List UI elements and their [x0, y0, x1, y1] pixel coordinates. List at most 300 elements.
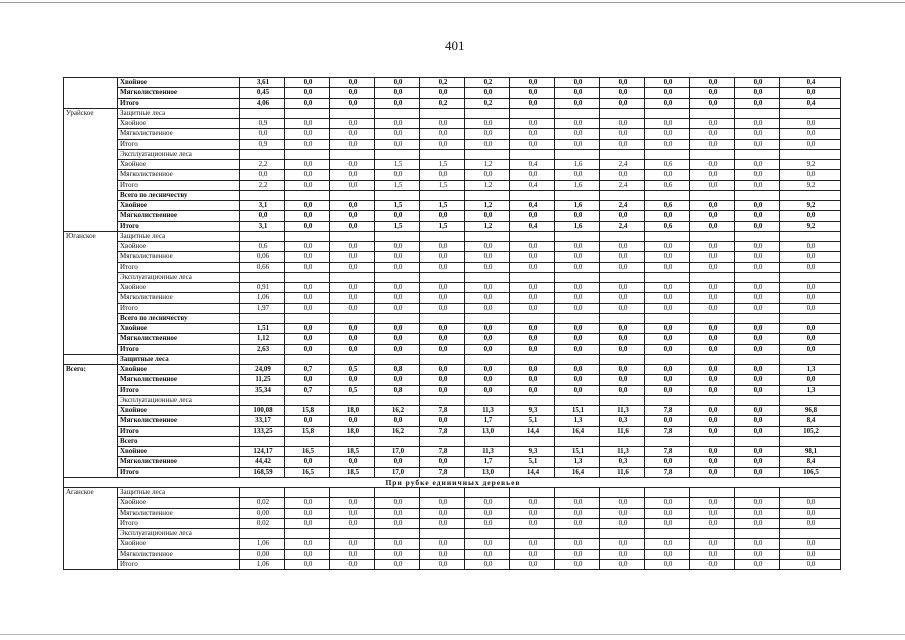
value-cell: 15,1 — [555, 406, 600, 416]
value-cell: 0,0 — [375, 98, 420, 108]
value-cell: 0,0 — [285, 303, 330, 313]
value-cell: 0,0 — [420, 211, 465, 221]
species-label: Мягколиственное — [118, 88, 240, 98]
category-header: Защитные леса — [118, 488, 240, 498]
value-cell: 11,6 — [600, 467, 645, 477]
value-cell: 7,8 — [420, 406, 465, 416]
value-cell: 0,0 — [285, 457, 330, 467]
region-cell — [64, 406, 118, 416]
value-cell: 0,0 — [330, 344, 375, 354]
category-header: Эксплуатационные леса — [118, 149, 240, 159]
value-cell: 0,7 — [285, 365, 330, 375]
value-cell: 0,0 — [420, 385, 465, 395]
value-cell: 0,0 — [780, 139, 841, 149]
value-cell: 0,0 — [285, 98, 330, 108]
value-cell — [465, 488, 510, 498]
table-row — [64, 416, 841, 426]
value-cell: 0,0 — [555, 375, 600, 385]
value-cell: 0,0 — [690, 129, 735, 139]
value-cell: 0,0 — [645, 559, 690, 569]
value-cell: 0,0 — [600, 539, 645, 549]
value-cell: 0,0 — [735, 549, 780, 559]
region-cell: Урайское — [64, 108, 118, 118]
value-cell: 0,0 — [465, 559, 510, 569]
value-cell: 0,0 — [330, 242, 375, 252]
value-cell — [510, 529, 555, 539]
value-cell: 18,5 — [330, 467, 375, 477]
value-cell — [555, 190, 600, 200]
table-row — [64, 201, 841, 211]
value-cell: 0,0 — [375, 559, 420, 569]
value-cell: 0,5 — [330, 385, 375, 395]
value-cell: 0,0 — [645, 549, 690, 559]
table-row — [64, 170, 841, 180]
category-header: Защитные леса — [118, 231, 240, 241]
value-cell — [465, 272, 510, 282]
value-cell: 0,0 — [375, 78, 420, 88]
value-cell: 0,0 — [690, 221, 735, 231]
value-cell: 1,6 — [555, 180, 600, 190]
region-cell — [64, 416, 118, 426]
value-cell: 0,0 — [690, 518, 735, 528]
value-cell: 0,0 — [375, 539, 420, 549]
value-cell — [240, 529, 285, 539]
value-cell: 0,0 — [690, 385, 735, 395]
value-cell: 0,0 — [735, 457, 780, 467]
value-cell: 5,1 — [510, 457, 555, 467]
value-cell — [600, 108, 645, 118]
table-row — [64, 139, 841, 149]
value-cell — [645, 436, 690, 446]
species-label: Итого — [118, 559, 240, 569]
value-cell: 0,0 — [330, 375, 375, 385]
table-row — [64, 539, 841, 549]
value-cell — [780, 529, 841, 539]
value-cell: 9,3 — [510, 447, 555, 457]
value-cell — [600, 529, 645, 539]
value-cell — [240, 436, 285, 446]
value-cell: 0,0 — [420, 242, 465, 252]
value-cell — [330, 395, 375, 405]
value-cell: 0,0 — [645, 170, 690, 180]
value-cell: 0,0 — [510, 98, 555, 108]
value-cell: 0,0 — [690, 88, 735, 98]
value-cell — [780, 395, 841, 405]
table-row — [64, 283, 841, 293]
value-cell: 0,0 — [465, 88, 510, 98]
value-cell — [555, 149, 600, 159]
value-cell — [510, 395, 555, 405]
value-cell: 0,0 — [690, 426, 735, 436]
value-cell — [510, 108, 555, 118]
value-cell: 0,0 — [690, 498, 735, 508]
value-cell: 0,0 — [465, 549, 510, 559]
value-cell — [240, 272, 285, 282]
value-cell: 0,0 — [600, 88, 645, 98]
value-cell: 0,0 — [465, 324, 510, 334]
value-cell: 0,0 — [600, 129, 645, 139]
region-cell — [64, 539, 118, 549]
value-cell — [510, 231, 555, 241]
value-cell: 0,0 — [690, 160, 735, 170]
value-cell: 14,4 — [510, 426, 555, 436]
value-cell — [600, 354, 645, 364]
value-cell: 0,0 — [510, 170, 555, 180]
value-cell: 0,0 — [285, 498, 330, 508]
value-cell: 0,0 — [420, 262, 465, 272]
value-cell: 0,0 — [510, 262, 555, 272]
species-label: Мягколиственное — [118, 457, 240, 467]
value-cell: 44,42 — [240, 457, 285, 467]
value-cell: 0,0 — [330, 119, 375, 129]
value-cell: 1,51 — [240, 324, 285, 334]
value-cell: 0,0 — [645, 262, 690, 272]
value-cell — [645, 231, 690, 241]
value-cell: 1,2 — [465, 180, 510, 190]
value-cell: 1,2 — [465, 221, 510, 231]
region-cell — [64, 344, 118, 354]
value-cell: 1,2 — [465, 160, 510, 170]
value-cell: 0,0 — [600, 385, 645, 395]
value-cell — [600, 436, 645, 446]
value-cell: 0,0 — [690, 344, 735, 354]
value-cell: 0,0 — [465, 539, 510, 549]
value-cell: 0,0 — [645, 293, 690, 303]
value-cell: 0,0 — [330, 498, 375, 508]
region-cell — [64, 467, 118, 477]
value-cell: 0,0 — [735, 426, 780, 436]
value-cell: 0,0 — [510, 385, 555, 395]
value-cell: 168,59 — [240, 467, 285, 477]
value-cell: 0,0 — [690, 283, 735, 293]
value-cell — [420, 149, 465, 159]
value-cell: 0,0 — [645, 385, 690, 395]
value-cell: 2,4 — [600, 201, 645, 211]
species-label: Мягколиственное — [118, 293, 240, 303]
value-cell: 0,0 — [690, 447, 735, 457]
table-row — [64, 180, 841, 190]
value-cell: 0,0 — [555, 559, 600, 569]
value-cell: 96,8 — [780, 406, 841, 416]
value-cell — [465, 149, 510, 159]
value-cell: 2,4 — [600, 180, 645, 190]
value-cell — [510, 488, 555, 498]
value-cell: 0,0 — [330, 180, 375, 190]
value-cell: 0,0 — [780, 344, 841, 354]
value-cell — [375, 354, 420, 364]
value-cell — [465, 190, 510, 200]
region-cell — [64, 313, 118, 323]
value-cell: 0,0 — [735, 539, 780, 549]
table-row — [64, 365, 841, 375]
value-cell: 0,0 — [375, 139, 420, 149]
value-cell: 0,0 — [375, 242, 420, 252]
value-cell — [375, 231, 420, 241]
value-cell: 0,0 — [285, 293, 330, 303]
value-cell — [690, 354, 735, 364]
value-cell: 0,0 — [600, 252, 645, 262]
value-cell: 0,00 — [240, 508, 285, 518]
value-cell — [375, 436, 420, 446]
region-cell — [64, 324, 118, 334]
value-cell: 0,0 — [735, 324, 780, 334]
value-cell: 0,0 — [645, 78, 690, 88]
value-cell: 0,0 — [555, 385, 600, 395]
value-cell: 0,0 — [420, 303, 465, 313]
value-cell: 0,0 — [735, 498, 780, 508]
value-cell: 0,0 — [555, 303, 600, 313]
value-cell: 0,0 — [420, 549, 465, 559]
value-cell — [735, 488, 780, 498]
value-cell: 0,4 — [780, 78, 841, 88]
table-row — [64, 211, 841, 221]
value-cell — [690, 395, 735, 405]
table-row — [64, 406, 841, 416]
value-cell — [690, 488, 735, 498]
value-cell: 0,3 — [600, 457, 645, 467]
value-cell — [420, 190, 465, 200]
value-cell — [780, 108, 841, 118]
value-cell: 9,3 — [510, 406, 555, 416]
table-row — [64, 252, 841, 262]
species-label: Мягколиственное — [118, 508, 240, 518]
value-cell — [510, 436, 555, 446]
value-cell: 0,0 — [780, 539, 841, 549]
value-cell — [555, 231, 600, 241]
species-label: Хвойное — [118, 539, 240, 549]
value-cell: 1,5 — [420, 180, 465, 190]
species-label: Хвойное — [118, 498, 240, 508]
value-cell: 0,0 — [690, 139, 735, 149]
value-cell: 0,0 — [735, 303, 780, 313]
value-cell: 0,0 — [690, 170, 735, 180]
value-cell: 0,0 — [735, 334, 780, 344]
region-cell — [64, 293, 118, 303]
species-label: Хвойное — [118, 447, 240, 457]
value-cell: 0,0 — [555, 129, 600, 139]
value-cell: 0,0 — [780, 119, 841, 129]
value-cell: 8,4 — [780, 457, 841, 467]
value-cell: 0,0 — [510, 324, 555, 334]
value-cell: 0,0 — [285, 129, 330, 139]
value-cell: 0,06 — [240, 252, 285, 262]
value-cell: 0,0 — [735, 78, 780, 88]
value-cell: 0,0 — [375, 211, 420, 221]
value-cell: 0,0 — [330, 283, 375, 293]
value-cell: 1,7 — [465, 457, 510, 467]
value-cell: 0,0 — [690, 303, 735, 313]
category-header: Всего по лесничеству — [118, 190, 240, 200]
value-cell — [735, 436, 780, 446]
table-row — [64, 395, 841, 405]
value-cell: 0,0 — [330, 221, 375, 231]
value-cell: 1,5 — [420, 201, 465, 211]
value-cell — [780, 354, 841, 364]
value-cell: 0,0 — [375, 508, 420, 518]
value-cell: 2,2 — [240, 160, 285, 170]
value-cell — [555, 436, 600, 446]
value-cell — [465, 395, 510, 405]
value-cell: 0,0 — [285, 559, 330, 569]
value-cell: 0,2 — [465, 98, 510, 108]
value-cell: 0,0 — [735, 283, 780, 293]
value-cell — [780, 488, 841, 498]
table-row — [64, 98, 841, 108]
value-cell: 0,0 — [285, 324, 330, 334]
species-label: Мягколиственное — [118, 416, 240, 426]
value-cell — [240, 488, 285, 498]
value-cell — [285, 529, 330, 539]
region-cell — [64, 190, 118, 200]
value-cell: 0,0 — [285, 539, 330, 549]
value-cell: 0,0 — [285, 283, 330, 293]
value-cell: 0,0 — [510, 242, 555, 252]
value-cell — [510, 149, 555, 159]
value-cell: 0,0 — [735, 242, 780, 252]
value-cell — [690, 190, 735, 200]
value-cell — [735, 272, 780, 282]
value-cell — [285, 488, 330, 498]
region-cell: Аганское — [64, 488, 118, 498]
table-row — [64, 119, 841, 129]
value-cell — [600, 272, 645, 282]
value-cell: 0,4 — [780, 98, 841, 108]
value-cell: 0,0 — [420, 129, 465, 139]
value-cell: 0,0 — [285, 416, 330, 426]
value-cell: 0,0 — [420, 334, 465, 344]
value-cell: 0,2 — [420, 98, 465, 108]
value-cell: 15,8 — [285, 406, 330, 416]
value-cell: 0,0 — [555, 283, 600, 293]
value-cell — [555, 395, 600, 405]
species-label: Мягколиственное — [118, 129, 240, 139]
value-cell — [690, 313, 735, 323]
value-cell: 0,0 — [780, 498, 841, 508]
value-cell: 0,0 — [600, 98, 645, 108]
table-row — [64, 242, 841, 252]
value-cell: 2,2 — [240, 180, 285, 190]
value-cell: 18,0 — [330, 406, 375, 416]
region-cell — [64, 201, 118, 211]
value-cell: 0,0 — [465, 170, 510, 180]
value-cell — [735, 149, 780, 159]
value-cell: 0,0 — [375, 498, 420, 508]
region-cell — [64, 272, 118, 282]
value-cell: 0,0 — [555, 242, 600, 252]
value-cell: 0,0 — [330, 201, 375, 211]
value-cell — [645, 108, 690, 118]
value-cell: 0,0 — [555, 78, 600, 88]
table-row — [64, 529, 841, 539]
value-cell — [420, 272, 465, 282]
value-cell — [285, 395, 330, 405]
value-cell — [465, 354, 510, 364]
value-cell: 0,0 — [465, 498, 510, 508]
value-cell: 0,0 — [465, 119, 510, 129]
region-cell — [64, 385, 118, 395]
value-cell: 3,1 — [240, 201, 285, 211]
value-cell — [465, 529, 510, 539]
value-cell: 0,0 — [600, 498, 645, 508]
table-row — [64, 457, 841, 467]
value-cell — [330, 272, 375, 282]
region-cell — [64, 283, 118, 293]
value-cell: 0,0 — [420, 293, 465, 303]
value-cell — [330, 313, 375, 323]
species-label: Хвойное — [118, 242, 240, 252]
value-cell: 0,0 — [645, 119, 690, 129]
value-cell: 0,00 — [240, 549, 285, 559]
region-cell — [64, 180, 118, 190]
value-cell: 0,0 — [285, 252, 330, 262]
value-cell: 0,0 — [780, 262, 841, 272]
value-cell: 0,0 — [645, 416, 690, 426]
value-cell: 0,0 — [510, 211, 555, 221]
value-cell: 0,0 — [510, 88, 555, 98]
value-cell — [645, 149, 690, 159]
value-cell: 0,0 — [780, 211, 841, 221]
value-cell: 1,5 — [420, 221, 465, 231]
value-cell: 16,2 — [375, 406, 420, 416]
value-cell: 0,0 — [690, 416, 735, 426]
value-cell — [600, 149, 645, 159]
value-cell — [465, 436, 510, 446]
species-label: Хвойное — [118, 160, 240, 170]
value-cell: 0,0 — [735, 139, 780, 149]
value-cell: 0,0 — [555, 252, 600, 262]
value-cell: 124,17 — [240, 447, 285, 457]
value-cell: 0,0 — [510, 129, 555, 139]
value-cell: 0,0 — [600, 303, 645, 313]
value-cell: 11,25 — [240, 375, 285, 385]
value-cell: 0,9 — [240, 119, 285, 129]
value-cell: 0,0 — [735, 221, 780, 231]
value-cell: 0,4 — [510, 160, 555, 170]
species-label: Хвойное — [118, 78, 240, 88]
value-cell — [420, 108, 465, 118]
value-cell: 0,0 — [555, 539, 600, 549]
value-cell: 0,0 — [510, 498, 555, 508]
value-cell: 0,0 — [555, 549, 600, 559]
value-cell — [285, 436, 330, 446]
region-cell — [64, 139, 118, 149]
value-cell: 7,8 — [420, 467, 465, 477]
value-cell: 7,8 — [645, 467, 690, 477]
region-cell — [64, 221, 118, 231]
value-cell: 0,0 — [555, 508, 600, 518]
value-cell: 0,0 — [375, 324, 420, 334]
table-row — [64, 508, 841, 518]
value-cell: 1,7 — [465, 416, 510, 426]
species-label: Итого — [118, 344, 240, 354]
value-cell: 0,0 — [735, 88, 780, 98]
value-cell: 0,0 — [600, 375, 645, 385]
value-cell: 0,0 — [465, 385, 510, 395]
value-cell: 0,0 — [780, 170, 841, 180]
species-label: Итого — [118, 426, 240, 436]
value-cell: 0,0 — [375, 344, 420, 354]
value-cell: 0,0 — [555, 334, 600, 344]
value-cell: 0,0 — [690, 201, 735, 211]
value-cell: 0,0 — [510, 549, 555, 559]
value-cell: 0,0 — [420, 139, 465, 149]
value-cell: 0,0 — [735, 201, 780, 211]
value-cell: 2,63 — [240, 344, 285, 354]
value-cell: 0,0 — [240, 129, 285, 139]
value-cell — [645, 190, 690, 200]
value-cell: 0,0 — [330, 508, 375, 518]
value-cell: 0,0 — [375, 293, 420, 303]
